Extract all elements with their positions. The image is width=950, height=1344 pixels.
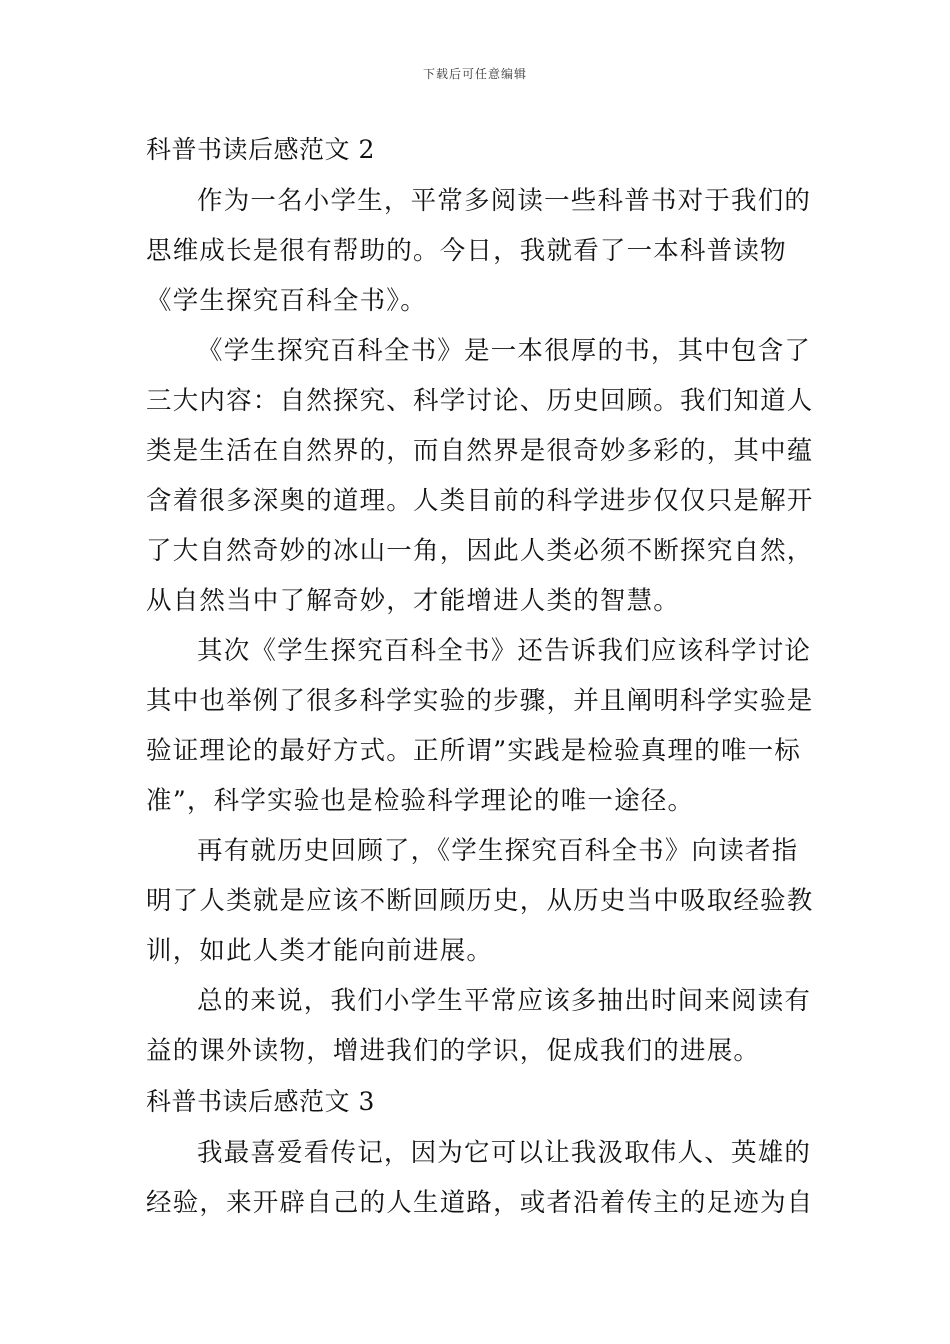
text-line: 《学生探究百科全书》。	[146, 286, 427, 316]
text-line: 再有就历史回顾了，《学生探究百科全书》向读者指	[197, 836, 799, 866]
paragraph	[146, 1128, 814, 1228]
text-line: 训，如此人类才能向前进展。	[146, 936, 494, 966]
text-line: 其中也举例了很多科学实验的步骤，并且阐明科学实验是	[146, 686, 814, 716]
text-line: 作为一名小学生，平常多阅读一些科普书对于我们的	[197, 186, 812, 216]
text-line: 益的课外读物，增进我们的学识，促成我们的进展。	[146, 1036, 761, 1066]
document-body	[146, 124, 814, 1228]
paragraph	[146, 976, 812, 1076]
text-line: 经验，来开辟自己的人生道路，或者沿着传主的足迹为自	[146, 1188, 814, 1218]
paragraph	[146, 826, 814, 976]
text-line: 总的来说，我们小学生平常应该多抽出时间来阅读有	[197, 986, 812, 1016]
paragraph	[146, 326, 814, 626]
text-line: 了大自然奇妙的冰山一角，因此人类必须不断探究自然，	[146, 536, 814, 566]
text-line: 思维成长是很有帮助的。今日，我就看了一本科普读物	[146, 236, 787, 266]
text-line: 类是生活在自然界的，而自然界是很奇妙多彩的，其中蕴	[146, 436, 814, 466]
text-line: 明了人类就是应该不断回顾历史，从历史当中吸取经验教	[146, 886, 814, 916]
paragraph	[146, 176, 812, 326]
text-line: 其次《学生探究百科全书》还告诉我们应该科学讨论	[197, 636, 812, 666]
paragraph	[146, 626, 814, 826]
text-line: 从自然当中了解奇妙，才能增进人类的智慧。	[146, 586, 681, 616]
text-line: 准”，科学实验也是检验科学理论的唯一途径。	[146, 786, 695, 816]
text-line: 含着很多深奥的道理。人类目前的科学进步仅仅只是解开	[146, 486, 814, 516]
page-header: 下载后可任意编辑	[422, 67, 527, 81]
text-line: 《学生探究百科全书》是一本很厚的书，其中包含了	[197, 336, 812, 366]
text-line: 我最喜爱看传记，因为它可以让我汲取伟人、英雄的	[197, 1138, 812, 1168]
text-line: 验证理论的最好方式。正所谓”实践是检验真理的唯一标	[146, 736, 802, 766]
section-heading: 科普书读后感范文 2	[146, 135, 375, 164]
text-line: 三大内容：自然探究、科学讨论、历史回顾。我们知道人	[146, 386, 814, 416]
section-heading: 科普书读后感范文 3	[146, 1087, 375, 1116]
